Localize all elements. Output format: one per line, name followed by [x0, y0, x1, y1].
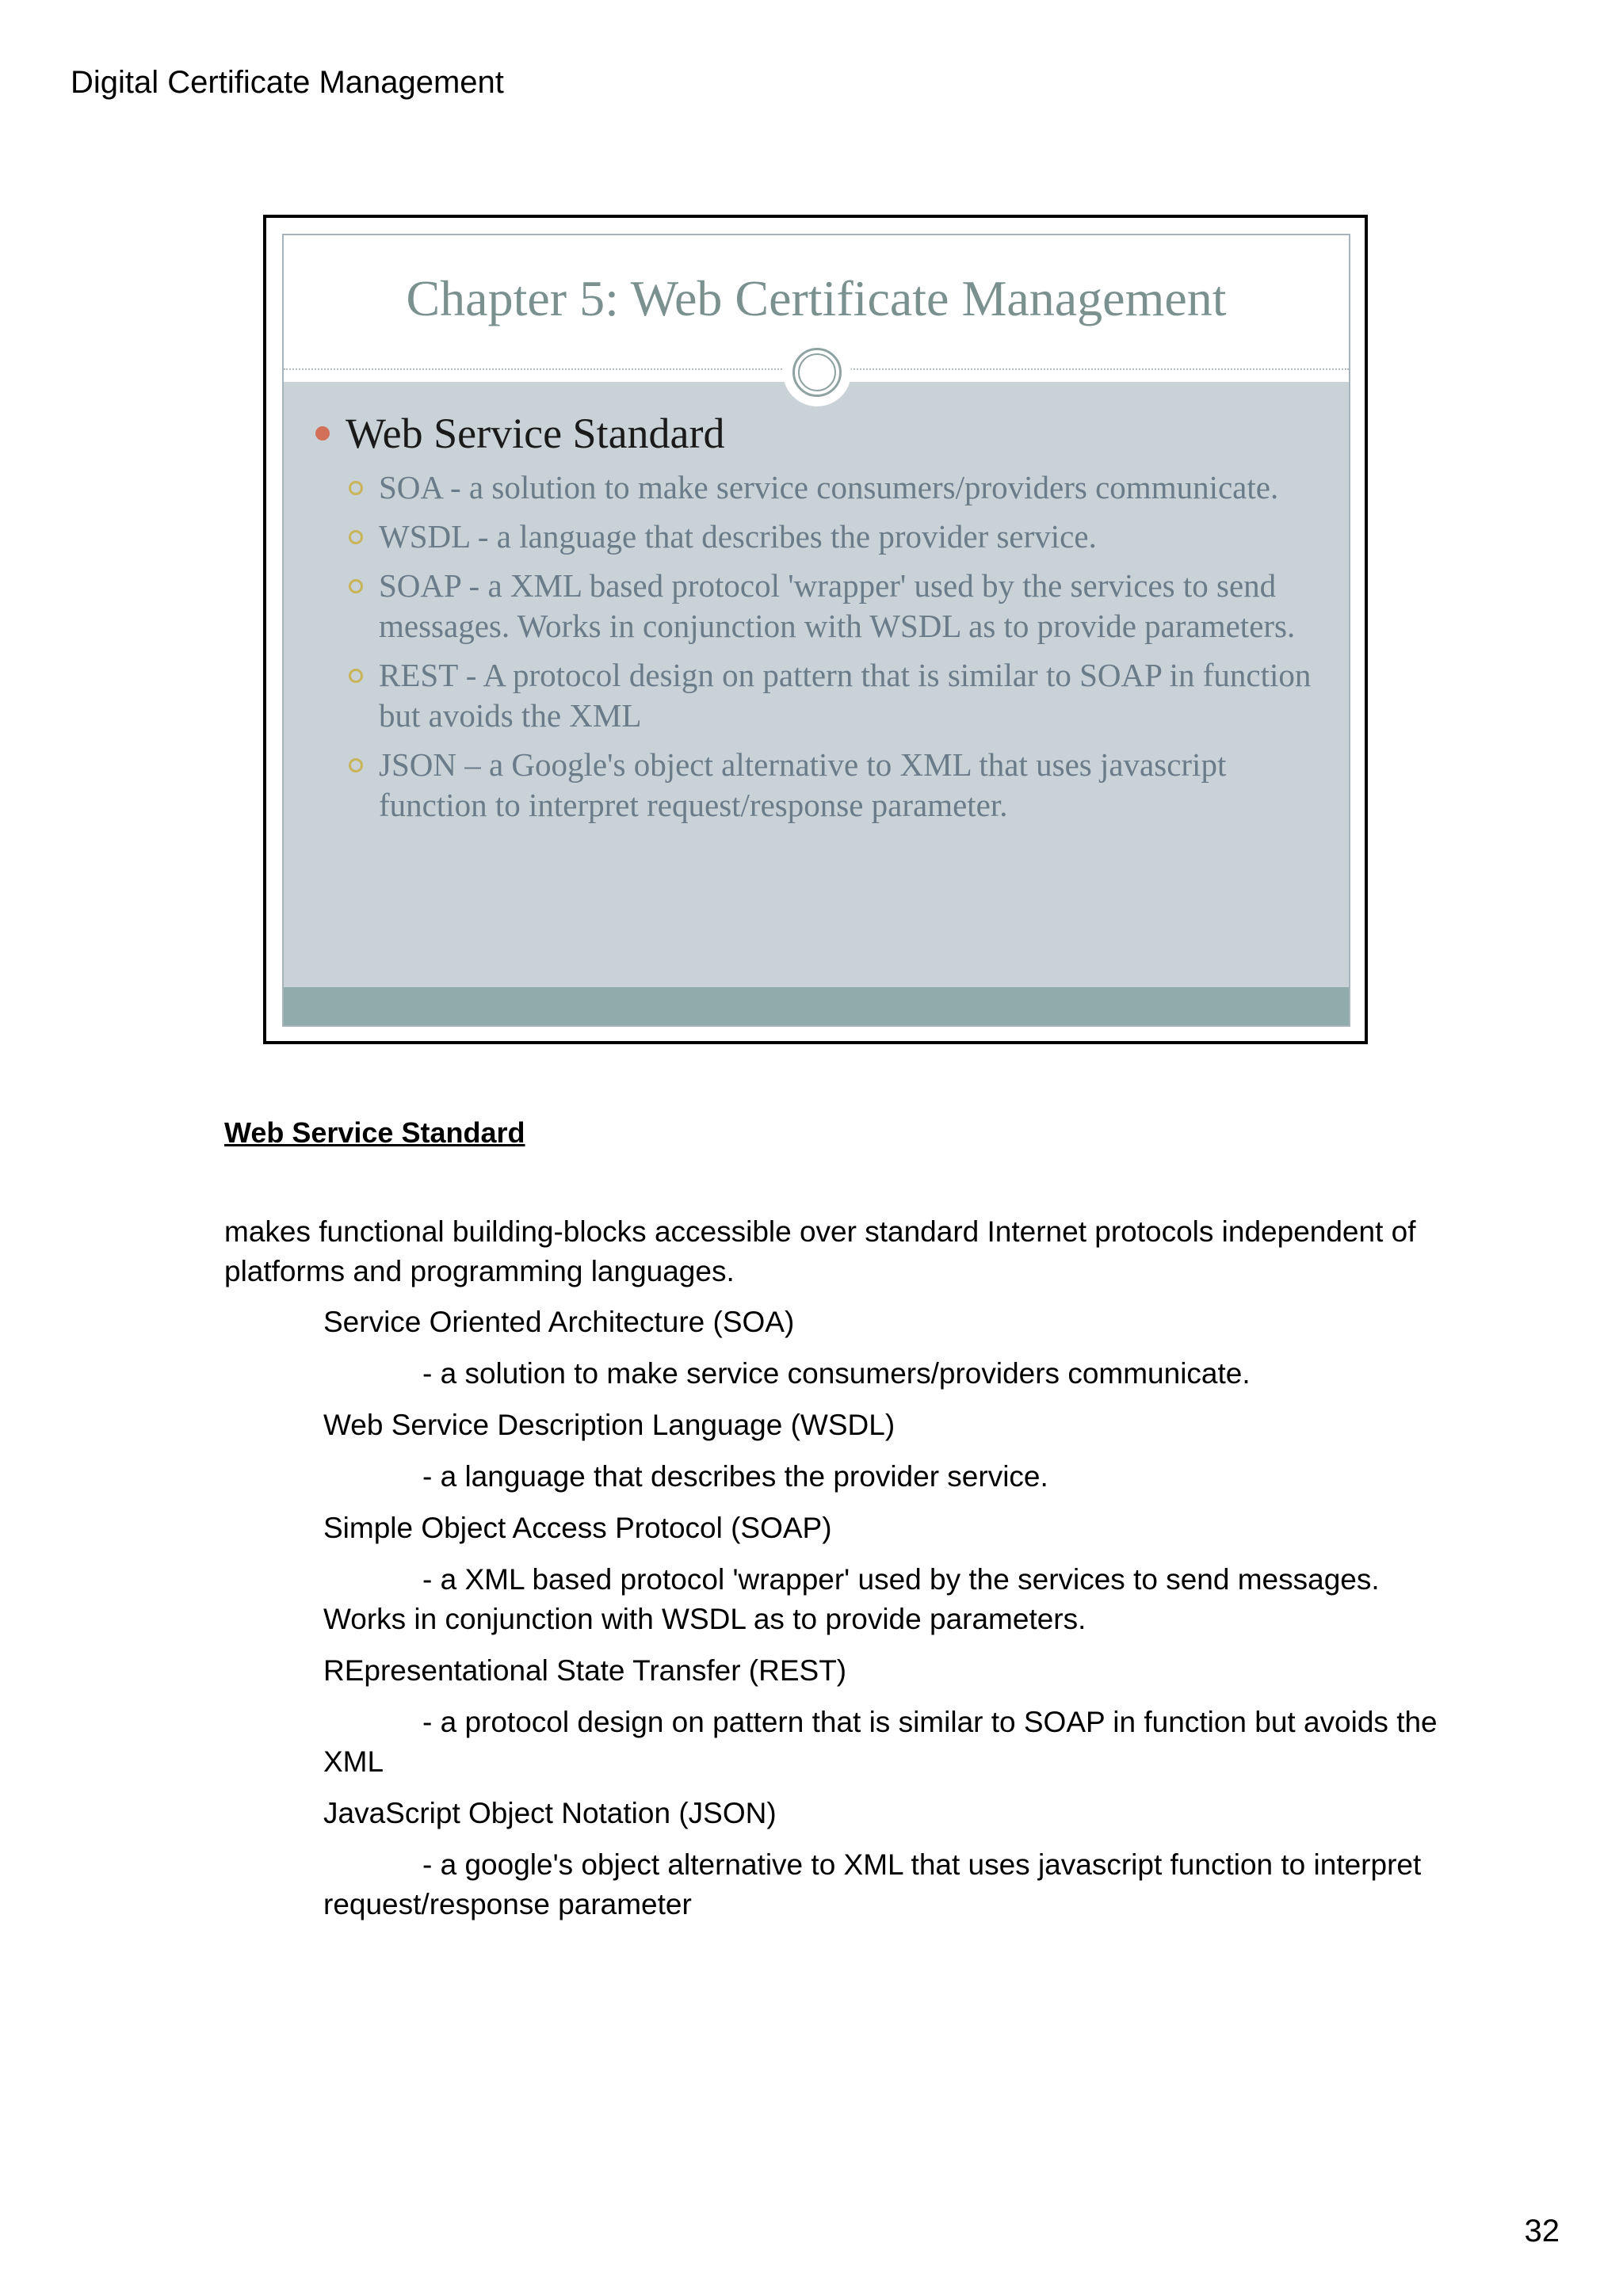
notes-description: - a google's object alternative to XML that uses javascript function to interpret request/response parameter: [323, 1848, 1422, 1920]
notes-term: JavaScript Object Notation (JSON): [323, 1797, 777, 1829]
ring-ornament-icon: [783, 338, 851, 406]
page-number: 32: [1524, 2214, 1560, 2248]
slide-bullet-list: [284, 467, 1349, 826]
slide-footer-bar: [284, 987, 1349, 1027]
slide-bullet-item: [379, 745, 1325, 826]
slide-bullet-text: JSON – a Google's object alternative to XML that uses javascript function to interpret request/response parameter.: [379, 746, 1227, 823]
notes-term: Simple Object Access Protocol (SOAP): [323, 1512, 832, 1544]
notes-term: REpresentational State Transfer (REST): [323, 1654, 847, 1687]
notes-description: - a XML based protocol 'wrapper' used by the services to send messages. Works in conjunction with WSDL as to provide parameters.: [323, 1563, 1380, 1635]
ring-bullet-icon: [349, 669, 363, 683]
slide-content: [284, 406, 1349, 834]
slide-bullet-item: [379, 655, 1325, 736]
slide-bullet-item: [379, 517, 1325, 557]
slide-bullet-text: SOA - a solution to make service consumers/providers communicate.: [379, 469, 1279, 505]
notes-term: Web Service Description Language (WSDL): [323, 1409, 896, 1441]
notes-term: Service Oriented Architecture (SOA): [323, 1306, 795, 1338]
slide-bullet-text: SOAP - a XML based protocol 'wrapper' used by the services to send messages. Works in conjunction with WSDL as to provide parameters.: [379, 567, 1296, 644]
ring-bullet-icon: [349, 579, 363, 593]
slide: [282, 234, 1350, 1027]
ring-bullet-icon: [349, 530, 363, 544]
slide-thumbnail: [263, 215, 1368, 1044]
bullet-dot-icon: [315, 426, 330, 441]
slide-bullet-text: REST - A protocol design on pattern that is similar to SOAP in function but avoids the XML: [379, 657, 1312, 734]
notes-body: [224, 1212, 1445, 1936]
inner-ring-icon: [798, 353, 836, 391]
slide-bullet-item: [379, 566, 1325, 646]
ring-bullet-icon: [349, 481, 363, 495]
ring-bullet-icon: [349, 758, 363, 772]
slide-title: Chapter 5: Web Certificate Management: [406, 270, 1227, 326]
notes-description: - a language that describes the provider service.: [422, 1460, 1048, 1493]
slide-bullet-text: WSDL - a language that describes the provider service.: [379, 518, 1097, 555]
notes-intro: makes functional building-blocks accessible over standard Internet protocols independent of platforms and programming languages.: [224, 1215, 1416, 1287]
notes-description: - a solution to make service consumers/providers communicate.: [422, 1357, 1251, 1390]
notes-heading: Web Service Standard: [224, 1116, 525, 1149]
slide-heading: [346, 406, 1349, 461]
document-header: Digital Certificate Management: [71, 65, 504, 100]
slide-bullet-item: [379, 467, 1325, 508]
slide-heading-text: Web Service Standard: [346, 410, 725, 457]
notes-description: - a protocol design on pattern that is similar to SOAP in function but avoids the XML: [323, 1706, 1438, 1778]
